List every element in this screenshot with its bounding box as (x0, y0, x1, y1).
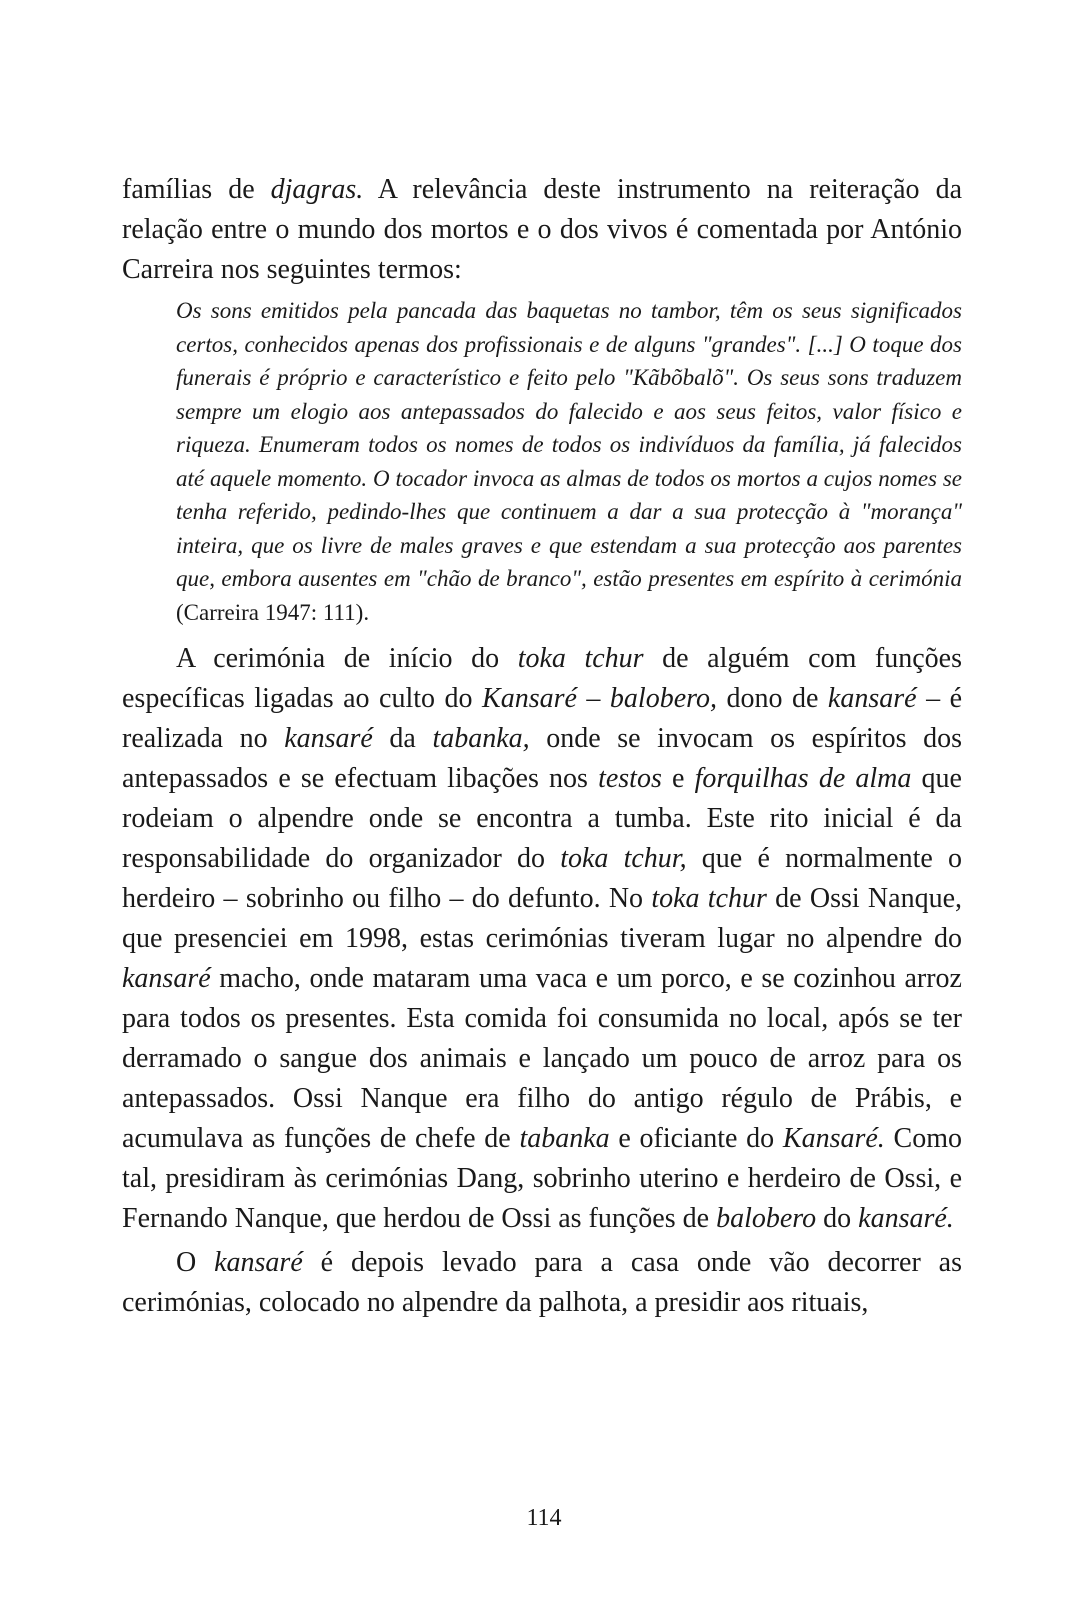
paragraph-3-text: O (176, 1247, 215, 1278)
term-kansare: kansaré (122, 963, 211, 994)
paragraph-2-text: onde se invocam os espíritos dos antepassados e se efectuam libações nos (122, 723, 962, 794)
paragraph-2-text: de alguém com funções específicas ligadas ao culto do (122, 643, 962, 714)
term-toka-tchur: toka tchur (651, 883, 767, 914)
paragraph-2-text: macho, onde mataram uma vaca e um porco, e se cozinhou arroz para todos os presentes. Esta comida foi consumida no local, após se ter derramado o sangue dos animais e lançado um pouco de arroz para os antepassados. Ossi Nanque era filho do antigo régulo de Prábis, e acumulava as funções de chefe de (122, 963, 962, 1154)
term-balobero: balobero, (609, 683, 717, 714)
paragraph-2-text: e (661, 763, 695, 794)
paragraph-2 (122, 639, 962, 1239)
paragraph-1-text-2: A relevância deste instrumento na reiteração da relação entre o mundo dos mortos e o dos vivos é comentada por António Carreira nos seguintes termos: (122, 174, 962, 285)
paragraph-2-text: – é realizada no (122, 683, 962, 754)
paragraph-2-text: Como tal, presidiram às cerimónias Dang, sobrinho uterino e herdeiro de Ossi, e Fernando Nanque, que herdou de Ossi as funções de (122, 1123, 962, 1234)
page-number: 114 (526, 1505, 562, 1531)
term-tabanka: tabanka, (432, 723, 530, 754)
block-quote (176, 294, 962, 629)
term-tabanka: tabanka (519, 1123, 610, 1154)
term-kansare: kansaré (214, 1247, 303, 1278)
paragraph-2-dash: – (576, 683, 610, 714)
paragraph-1 (122, 170, 962, 290)
paragraph-3-text: é depois levado para a casa onde vão decorrer as cerimónias, colocado no alpendre da palhota, a presidir aos rituais, (122, 1247, 962, 1318)
paragraph-2-text: A cerimónia de início do (176, 643, 518, 674)
paragraph-2-text: que rodeiam o alpendre onde se encontra a tumba. Este rito inicial é da responsabilidade do organizador do (122, 763, 962, 874)
term-toka-tchur: toka tchur (517, 643, 644, 674)
paragraph-2-text: e oficiante do (609, 1123, 783, 1154)
term-kansare: kansaré (284, 723, 373, 754)
term-kansare: Kansaré. (782, 1123, 885, 1154)
paragraph-2-text: do (816, 1203, 859, 1234)
paragraph-2-text: que é normalmente o herdeiro – sobrinho ou filho – do defunto. No (122, 843, 962, 914)
quote-text: Os sons emitidos pela pancada das baquetas no tambor, têm os seus significados certos, conhecidos apenas dos profissionais e de alguns "grandes". [...] O toque dos funerais é próprio e característico e feito pelo "Kãbõbalõ". Os seus sons traduzem sempre um elogio aos antepassados do falecido e aos seus feitos, valor físico e riqueza. Enumeram todos os nomes de todos os indivíduos da família, já falecidos até aquele momento. O tocador invoca as almas de todos os mortos a cujos nomes se tenha referido, pedindo-lhes que continuem a dar a sua protecção à "morança" inteira, que os livre de males graves e que estendam a sua protecção aos parentes que, embora ausentes em "chão de branco", estão presentes em espírito à cerimónia (176, 298, 962, 591)
paragraph-3 (122, 1243, 962, 1323)
term-toka-tchur: toka tchur, (560, 843, 687, 874)
paragraph-2-text: da (372, 723, 433, 754)
term-balobero: balobero (716, 1203, 817, 1234)
page-body (122, 170, 962, 1323)
paragraph-1-text: famílias de (122, 174, 271, 205)
paragraph-2-text: de Ossi Nanque, que presenciei em 1998, estas cerimónias tiveram lugar no alpendre do (122, 883, 963, 954)
term-testos: testos (598, 763, 662, 794)
term-kansare: kansaré. (858, 1203, 954, 1234)
quote-citation: (Carreira 1947: 111). (176, 599, 370, 625)
term-kansare: kansaré (827, 683, 917, 714)
term-forquilhas-de-alma: forquilhas de alma (694, 763, 912, 794)
paragraph-1-term-djagras: djagras. (270, 174, 364, 205)
term-kansare: Kansaré (482, 683, 577, 714)
paragraph-2-text: dono de (717, 683, 828, 714)
